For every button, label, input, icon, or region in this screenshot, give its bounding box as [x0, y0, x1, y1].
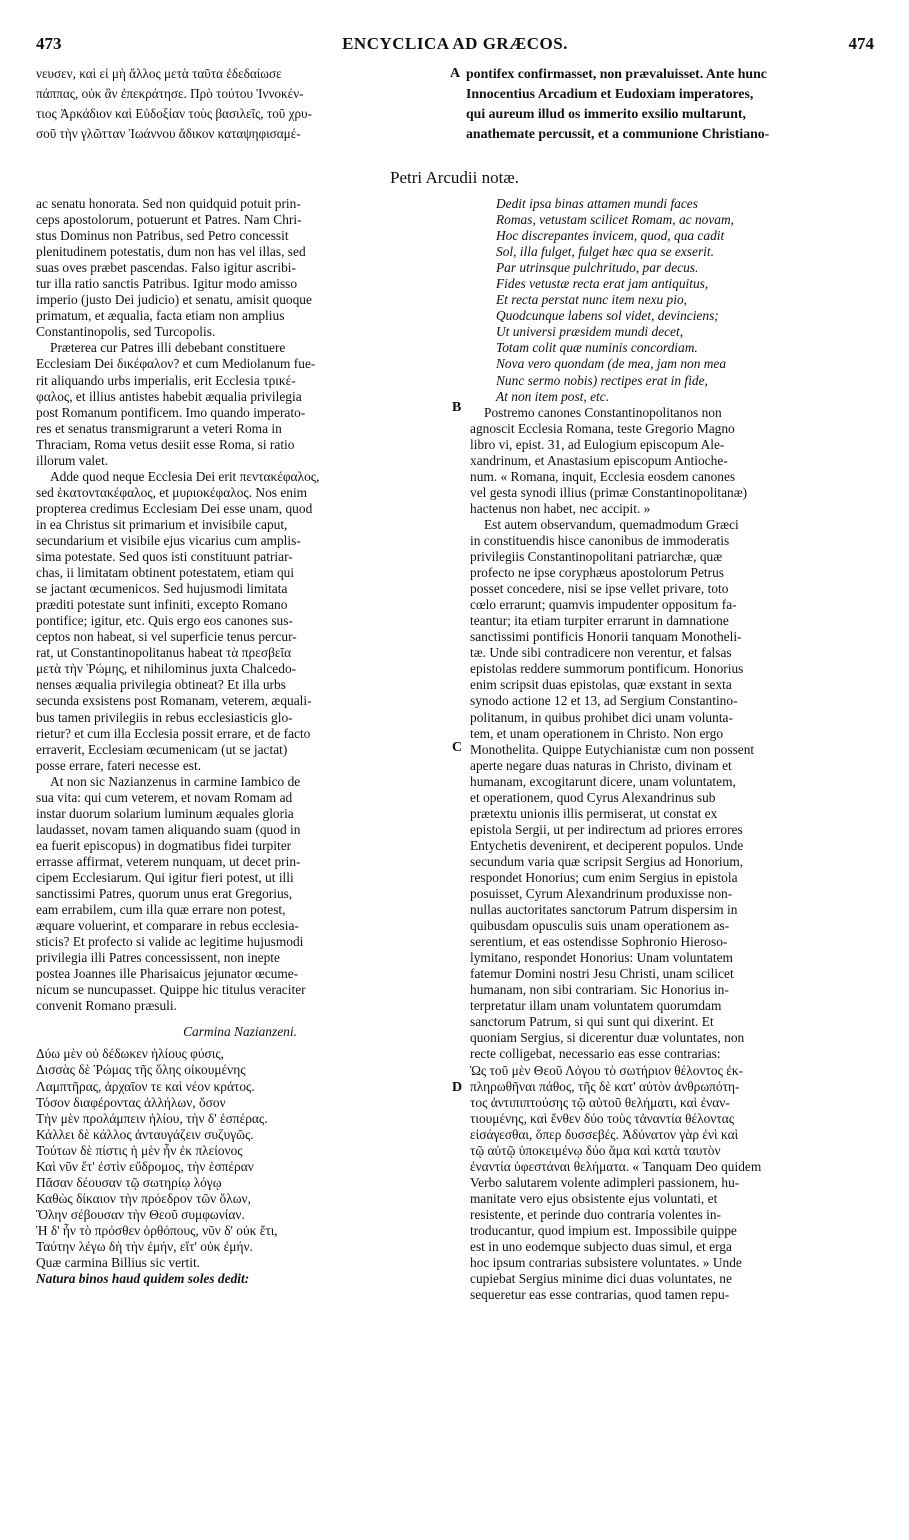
- text-line: hactenus non habet, nec accipit. »: [470, 500, 651, 516]
- poem-line: Κάλλει δὲ κάλλος ἀνταυγάζειν συζυγῶς.: [36, 1126, 254, 1142]
- text-line: illorum valet.: [36, 452, 109, 468]
- poem-line: Et recta perstat nunc item nexu pio,: [496, 292, 688, 308]
- greek-text-column: [36, 64, 444, 144]
- page-number-right: 474: [848, 34, 874, 53]
- margin-marker-c: C: [452, 740, 463, 755]
- text-line: pontifice; igitur, etc. Quis ergo eos canones sus-: [36, 613, 293, 629]
- text-line: num. « Romana, inquit, Ecclesia eosdem canones: [470, 468, 736, 484]
- text-line: cœlo errarunt; quamvis impudenter oppositum fa-: [470, 597, 737, 613]
- text-line: convenit Romano præsuli.: [36, 998, 177, 1014]
- poem-line: Totam colit quæ numinis concordiam.: [496, 340, 698, 356]
- text-line: suas oves præbet pascendas. Falso igitur ascribi-: [36, 260, 296, 276]
- billius-line: Quæ carmina Billius sic vertit.: [36, 1255, 201, 1271]
- text-line: sed ἑκατοντακέφαλος, et μυριοκέφαλος. Nos enim: [36, 484, 308, 500]
- poem-line: Πᾶσαν δέουσαν τῷ σωτηρίῳ λόγῳ: [36, 1174, 222, 1190]
- text-line: epistolas reddere summorum pontificum. Honorius: [470, 661, 744, 677]
- text-line: secundarium et visibile ejus vicarius cum amplis-: [36, 532, 301, 548]
- text-line: sticis? Et profecto si valide ac legitime hujusmodi: [36, 934, 304, 950]
- text-line: enim scripsit duas epistolas, quæ exstant in sexta: [470, 677, 732, 693]
- poem-line: Par utrinsque pulchritudo, par decus.: [496, 260, 699, 276]
- text-line: chas, ii limitatam obtinent potestatem, etiam qui: [36, 565, 295, 581]
- text-line: Verbo salutarem volente adimpleri passionem, hu-: [470, 1174, 740, 1190]
- poem-line: Fides vetustæ recta erat jam antiquitus,: [496, 276, 709, 292]
- text-line: errasse affirmat, veterem nunquam, ut decet prin-: [36, 853, 301, 869]
- text-line: pontifex confirmasset, non prævaluisset. Ante hunc: [466, 66, 767, 81]
- text-line: πληρωθῆναι πάθος, τῆς δὲ κατ' αὐτὸν ἀνθρωπότη-: [470, 1078, 740, 1094]
- text-line: ceps apostolorum, potuerunt et Patres. Nam Chri-: [36, 212, 302, 228]
- poem-line: Τόσον διαφέροντας ἀλλήλων, ὅσον: [36, 1094, 226, 1110]
- text-line: synodo actione 12 et 13, ad Sergium Constantino-: [470, 693, 738, 709]
- text-line: τιος Ἀρκάδιον καὶ Εὐδοξίαν τοὺς βασιλεῖς, τοῦ χρυ-: [36, 106, 312, 121]
- text-line: recte colligebat, necessario eas esse contrarias:: [470, 1046, 721, 1062]
- text-line: in constituendis hisce canonibus de immoderatis: [470, 532, 730, 548]
- text-line: humanam, excogitarunt dicere, unam voluntatem,: [470, 773, 736, 789]
- text-line: politanum, in quibus prohibet dici unam volunta-: [470, 709, 733, 725]
- latin-poem: [470, 196, 876, 405]
- page-number-left: 473: [36, 34, 62, 53]
- text-line: φαλος, et illius antistes habebit æqualia privilegia: [36, 388, 302, 404]
- poem-line: Τούτων δὲ πίστις ἡ μὲν ἦν ἐκ πλείονος: [36, 1142, 243, 1158]
- text-line: sima potestate. Sed quos isti constituunt patriar-: [36, 549, 293, 565]
- text-line: serentium, et eas ostendisse Sophronio Hieroso-: [470, 934, 728, 950]
- text-line: μετὰ τὴν Ῥώμης, et nihilominus juxta Chalcedo-: [36, 661, 297, 677]
- text-line: Constantinopolis, sed Turcopolis.: [36, 324, 216, 340]
- text-line: troducantur, quod impium est. Impossibile quippe: [470, 1223, 737, 1238]
- text-line: qui aureum illud os immerito exsilio multarunt,: [466, 106, 746, 121]
- text-line: Innocentius Arcadium et Eudoxiam imperatores,: [466, 86, 754, 101]
- notes-right-column: [470, 196, 876, 1303]
- text-line: νευσεν, καὶ εἰ μὴ ἄλλος μετὰ ταῦτα ἐδεδαίωσε: [36, 66, 282, 81]
- text-line: tem, et unam operationem in Christo. Non ergo: [470, 725, 724, 741]
- text-line: nenses æqualia privilegia obtineat? Et illa urbs: [36, 677, 286, 693]
- text-line: xandrinum, et Anastasium episcopum Antioche-: [470, 452, 728, 468]
- greek-poem: [36, 1046, 444, 1255]
- poem-line: Ut universi præsidem mundi decet,: [496, 324, 684, 340]
- text-line: nullas auctoritates sanctorum Patrum dispersim in: [470, 902, 738, 918]
- text-line: bus tamen privilegiis in rebus ecclesiasticis glo-: [36, 709, 293, 725]
- text-line: τιουμένης, καὶ ἔνθεν δύο τοὺς τἀναντία θέλοντας: [470, 1110, 735, 1126]
- text-line: Adde quod neque Ecclesia Dei erit πεντακέφαλος,: [50, 468, 320, 484]
- notes-title: Petri Arcudii notæ.: [390, 168, 519, 187]
- text-line: Ecclesiam Dei δικέφαλον? et cum Mediolanum fue-: [36, 356, 316, 372]
- text-line: σοῦ τὴν γλῶτταν Ἰωάννου ἄδικον καταψηφισαμέ-: [36, 126, 301, 141]
- text-line: sanctissimi Patres, quorum unus erat Gregorius,: [36, 886, 293, 902]
- text-line: posset concedere, nisi se ipse vellet privare, toto: [470, 581, 729, 597]
- text-line: eam errabilem, cum illa quæ errare non potest,: [36, 902, 286, 918]
- text-line: propterea credimus Ecclesiam Dei esse unam, quod: [36, 500, 313, 516]
- text-line: aperte negare duas naturas in Christo, divinam et: [470, 757, 732, 773]
- text-line: rat, ut Constantinopolitanus habeat τὰ πρεσβεῖα: [36, 645, 292, 661]
- poem-line: Τὴν μὲν προλάμπειν ἡλίου, τὴν δ' ἑσπέρας.: [36, 1110, 268, 1126]
- poem-line: Καὶ νῦν ἔτ' ἐστὶν εὔδρομος, τὴν ἑσπέραν: [36, 1158, 254, 1174]
- text-line: ea fuerit episcopus) in dogmatibus fidei turpiter: [36, 837, 292, 853]
- text-line: teantur; ita etiam turpiter errarunt in damnatione: [470, 613, 729, 629]
- text-line: primatum, et æqualia, facta etiam non amplius: [36, 308, 285, 324]
- text-line: in ea Christus sit primarium et invisibile caput,: [36, 516, 288, 532]
- text-line: æquare voluerint, et comparare in rebus ecclesia-: [36, 918, 299, 934]
- poem-line: Καθὼς δίκαιον τὴν πρόεδρον τῶν ὅλων,: [36, 1190, 251, 1206]
- text-line: ac senatu honorata. Sed non quidquid potuit prin-: [36, 196, 301, 211]
- text-line: lymitano, respondet Honorius: Unam voluntatem: [470, 950, 733, 966]
- text-line: posse errare, fateri necesse est.: [36, 757, 202, 773]
- text-line: Præterea cur Patres illi debebant constituere: [50, 340, 286, 356]
- text-line: manitate vero ejus obsistente ejus voluntati, et: [470, 1190, 718, 1206]
- text-line: imperio (justo Dei judicio) et senatu, amisit quoque: [36, 292, 312, 308]
- text-line: tur illa ratio sanctis Patribus. Igitur modo amisso: [36, 276, 298, 292]
- text-line: εἰσάγεσθαι, ὅπερ δυσσεβές. Ἀδύνατον γὰρ ἐνὶ καὶ: [470, 1126, 739, 1142]
- notes-left-column: [36, 196, 444, 1287]
- poem-line: Romas, vetustam scilicet Romam, ac novam,: [496, 212, 735, 228]
- text-line: secunda exsistens post Romanam, veterem, æquali-: [36, 693, 312, 709]
- text-line: sua vita: qui cum veterem, et novam Romam ad: [36, 789, 293, 805]
- text-line: et operationem, quod Cyrus Alexandrinus sub: [470, 789, 716, 805]
- right-column-body: [470, 405, 876, 1304]
- text-line: erraverit, Ecclesiam œcumenicam (ut se jactat): [36, 741, 288, 757]
- text-line: Ὡς τοῦ μὲν Θεοῦ Λόγου τὸ σωτήριον θέλοντος ἐκ-: [470, 1062, 744, 1078]
- poem-line: Dedit ipsa binas attamen mundi faces: [496, 196, 698, 211]
- margin-marker-b: B: [452, 400, 462, 415]
- text-line: secundum varia quæ scripsit Sergius ad Honorium,: [470, 853, 744, 869]
- text-line: nicum se nuncupasset. Quippe hic titulus veraciter: [36, 982, 306, 998]
- text-line: posuisset, Cyrum Alexandrinum produxisse non-: [470, 886, 733, 902]
- text-line: præditi potestate sunt infiniti, excepto Romano: [36, 597, 288, 613]
- text-line: ceptos non habeat, si vel superficie tenus percur-: [36, 629, 297, 645]
- text-line: hoc ipsum contrarias subsistere voluntates. » Unde: [470, 1255, 742, 1271]
- poem-line: Δισσὰς δὲ Ῥώμας τῆς ὅλης οἰκουμένης: [36, 1062, 246, 1078]
- text-line: post Romanum pontificem. Imo quando imperato-: [36, 404, 306, 420]
- text-line: profecto ne ipse coryphæus apostolorum Petrus: [470, 565, 725, 581]
- poem-line: Ὅλην σέβουσαν τὴν Θεοῦ συμφωνίαν.: [36, 1206, 245, 1222]
- poem-line: Nunc sermo nobis) rectipes erat in fide,: [496, 372, 708, 388]
- left-column-body: [36, 196, 444, 1014]
- text-line: sequeretur eas esse contrarias, quod tamen repu-: [470, 1287, 730, 1303]
- text-line: τος ἀντιπιπτούσης τῷ αὐτοῦ θελήματι, καὶ ἐναν-: [470, 1094, 730, 1110]
- text-line: stus Dominus non Patribus, sed Petro concessit: [36, 228, 289, 244]
- text-line: At non sic Nazianzenus in carmine Iambico de: [50, 773, 301, 789]
- text-line: Thraciam, Roma vetus desiit esse Roma, si ratio: [36, 436, 295, 452]
- text-line: sanctorum Patrum, si qui sunt qui dixerint. Et: [470, 1014, 714, 1030]
- text-line: rietur? et cum illa Ecclesia possit errare, et de facto: [36, 725, 311, 741]
- running-title: ENCYCLICA AD GRÆCOS.: [342, 34, 568, 53]
- poem-line: Ταύτην λέγω δὴ τὴν ἐμήν, εἴτ' οὐκ ἐμήν.: [36, 1239, 253, 1254]
- page-header: [36, 34, 874, 58]
- text-line: privilegia illi Patres concessissent, non inepte: [36, 950, 280, 966]
- margin-marker-a: A: [450, 66, 461, 81]
- text-line: res et senatus transmigrarunt a veteri Roma in: [36, 420, 282, 436]
- poem-line: Quodcunque labens sol videt, devinciens;: [496, 308, 719, 324]
- text-line: libro vi, epist. 31, ad Eulogium episcopum Ale-: [470, 436, 725, 452]
- text-line: plenitudinem potestatis, dum non has vel illas, sed: [36, 244, 306, 260]
- text-line: Est autem observandum, quemadmodum Græci: [484, 516, 739, 532]
- text-line: privilegiis Constantinopolitani patriarchæ, quæ: [470, 549, 723, 565]
- text-line: ἐναντία ὑφεστάναι θελήματα. « Tanquam Deo quidem: [470, 1158, 762, 1174]
- poem-line: Hoc discrepantes invicem, quod, qua cadit: [496, 228, 725, 244]
- poem-line: Λαμπτῆρας, ἀρχαῖον τε καὶ νέον κράτος.: [36, 1078, 255, 1094]
- poem-line: Nova vero quondam (de mea, jam non mea: [496, 356, 727, 372]
- text-line: instar duorum solarium luminum æquales gloria: [36, 805, 294, 821]
- text-line: resistente, et perinde duo contraria volentes in-: [470, 1206, 721, 1222]
- text-line: Entychetis devenirent, et deciperent populos. Unde: [470, 837, 744, 853]
- text-line: fatemur Domini nostri Jesu Christi, unam scilicet: [470, 966, 734, 982]
- text-line: πάππας, οὐκ ἂν ἐπεκράτησε. Πρὸ τούτου Ἰννοκέν-: [36, 86, 304, 101]
- text-line: quoniam Sergius, si dicerentur duæ voluntates, non: [470, 1030, 745, 1046]
- text-line: cipem Ecclesiarum. Qui igitur fieri potest, ut illi: [36, 869, 294, 885]
- text-line: Postremo canones Constantinopolitanos non: [484, 404, 722, 420]
- poem-line: Sol, illa fulget, fulget hæc qua se exserit.: [496, 244, 714, 260]
- text-line: cupiebat Sergius minime dici duas voluntates, ne: [470, 1271, 732, 1287]
- text-line: tæ. Unde sibi contradicere non verentur, et falsas: [470, 645, 732, 661]
- latin-poem-first-line: Natura binos haud quidem soles dedit:: [36, 1271, 250, 1287]
- text-line: se jactant œcumenicos. Sed hujusmodi limitata: [36, 581, 288, 597]
- poem-line: Δύω μὲν οὐ δέδωκεν ἡλίους φύσις,: [36, 1046, 225, 1062]
- text-line: laudasset, novam tamen aliquando suam (quod in: [36, 821, 301, 837]
- text-line: vel gesta synodi illius (primæ Constantinopolitanæ): [470, 484, 748, 500]
- poem-line: Ἡ δ' ἦν τὸ πρόσθεν ὀρθόπους, νῦν δ' οὐκ ἔτι,: [36, 1222, 278, 1238]
- carmina-title: Carmina Nazianzeni.: [183, 1024, 297, 1040]
- text-line: humanam, non sibi contrariam. Sic Honorius in-: [470, 982, 729, 998]
- text-line: sanctissimi pontificis Honorii tanquam Monotheli-: [470, 629, 742, 645]
- text-line: anathemate percussit, et a communione Christiano-: [466, 126, 770, 141]
- text-line: epistola Sergii, ut per indirectum ad priores errores: [470, 821, 743, 837]
- text-line: agnoscit Ecclesia Romana, teste Gregorio Magno: [470, 420, 735, 436]
- poem-line: At non item post, etc.: [496, 388, 610, 404]
- text-line: Monothelita. Quippe Eutychianistæ cum non possent: [470, 741, 755, 757]
- text-line: quibusdam opusculis suis unam operationem as-: [470, 918, 730, 934]
- margin-marker-d: D: [452, 1080, 463, 1095]
- text-line: prætextu unionis illis permiserat, ut constat ex: [470, 805, 718, 821]
- text-line: rit aliquando urbs imperialis, erit Ecclesia τρικέ-: [36, 372, 296, 388]
- text-line: τῷ αὐτῷ ὑποκειμένῳ δύο ἅμα καὶ κατὰ ταυτὸν: [470, 1142, 721, 1158]
- text-line: respondet Honorius; cum enim Sergius in epistola: [470, 869, 738, 885]
- text-line: postea Joannes ille Pharisaicus jejunator œcume-: [36, 966, 299, 982]
- latin-translation-column: [466, 64, 876, 144]
- text-line: est in uno eodemque subjecto duas simul, et erga: [470, 1239, 732, 1255]
- text-line: terpretatur illam unam voluntatem quorumdam: [470, 998, 722, 1014]
